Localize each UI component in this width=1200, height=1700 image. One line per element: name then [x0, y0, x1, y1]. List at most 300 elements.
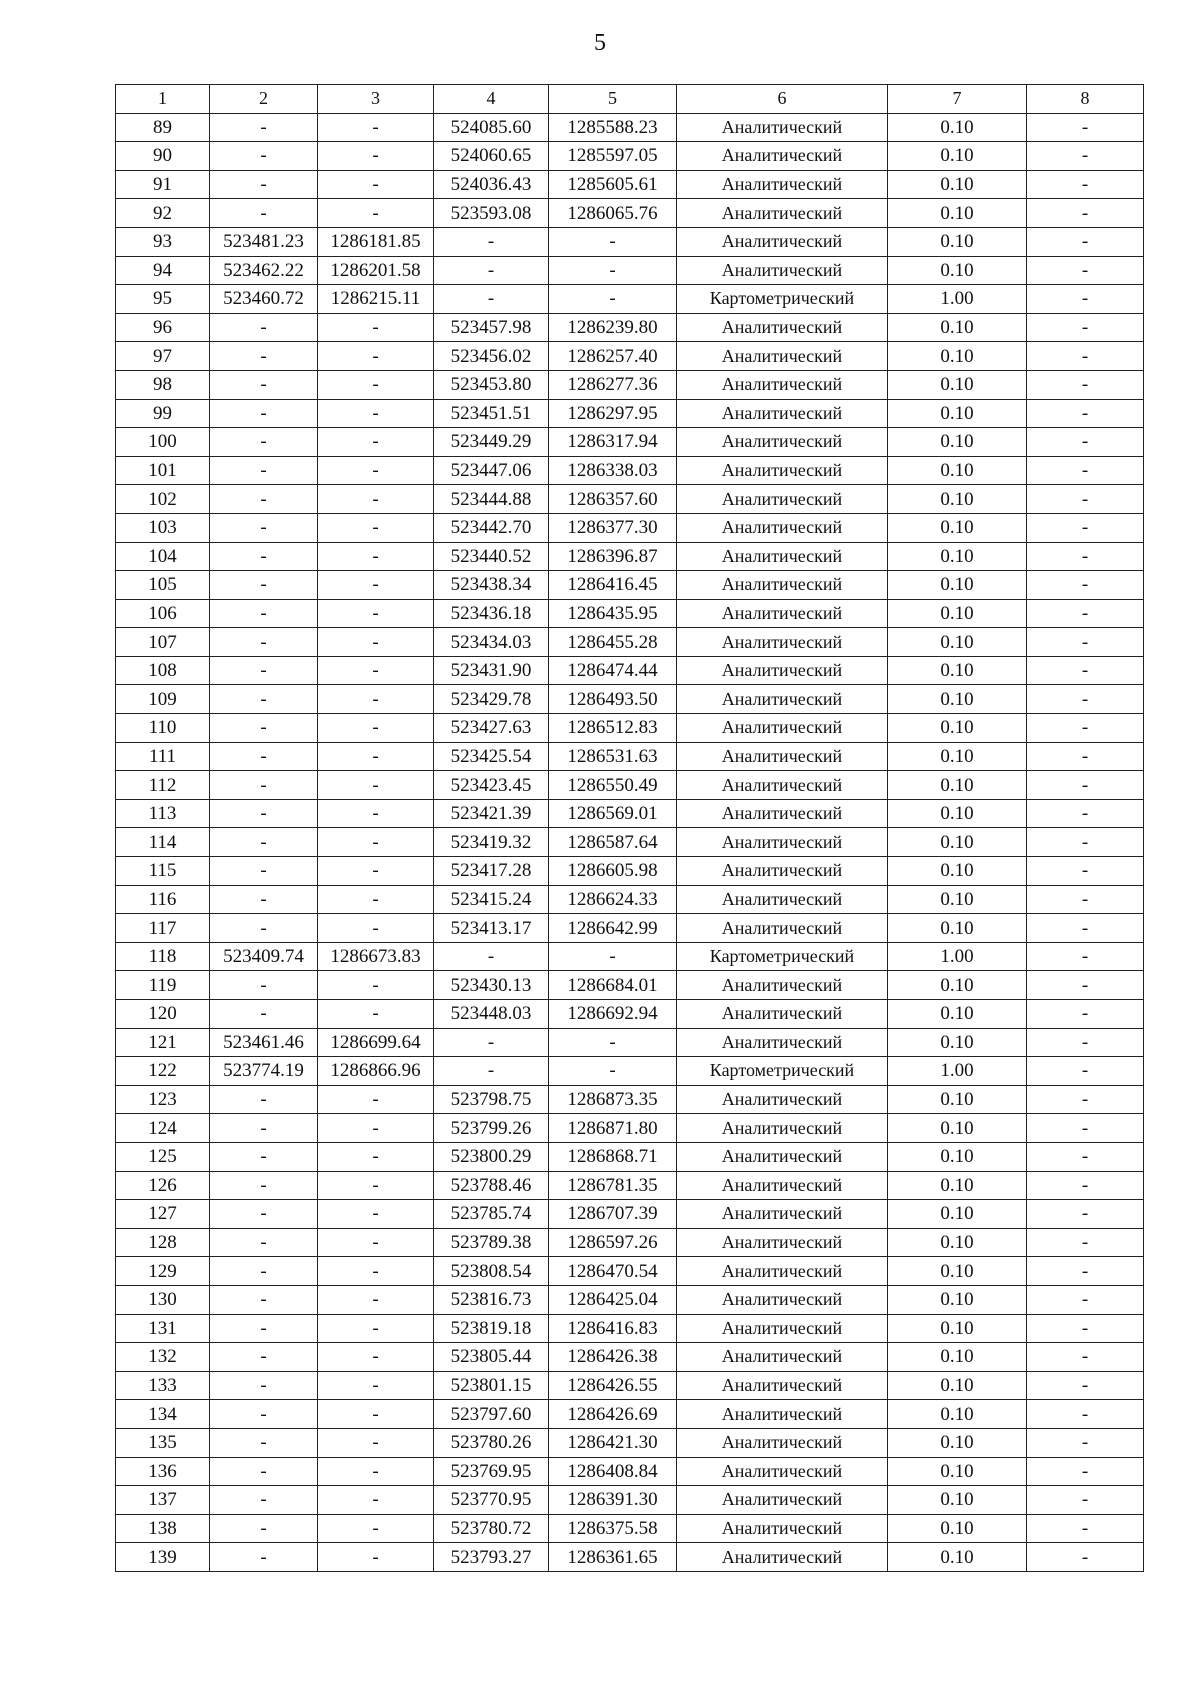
x-coordinate-cell: 523461.46 [210, 1028, 318, 1057]
note-cell: - [1027, 742, 1144, 771]
table-row [116, 1514, 1144, 1543]
x-coordinate-new-cell: 523798.75 [434, 1085, 549, 1114]
note-cell: - [1027, 1428, 1144, 1457]
point-number-cell: 89 [116, 113, 210, 142]
note-cell: - [1027, 1200, 1144, 1229]
accuracy-cell: 0.10 [888, 771, 1027, 800]
note-cell: - [1027, 1457, 1144, 1486]
table-row [116, 1028, 1144, 1057]
x-coordinate-new-cell: 523816.73 [434, 1285, 549, 1314]
y-coordinate-cell: - [318, 1257, 434, 1286]
x-coordinate-new-cell: 523453.80 [434, 370, 549, 399]
point-number-cell: 139 [116, 1543, 210, 1572]
note-cell: - [1027, 628, 1144, 657]
column-header: 1 [116, 85, 210, 114]
y-coordinate-cell: - [318, 656, 434, 685]
method-cell: Картометрический [677, 942, 888, 971]
point-number-cell: 92 [116, 199, 210, 228]
y-coordinate-new-cell: 1286871.80 [549, 1114, 677, 1143]
accuracy-cell: 0.10 [888, 428, 1027, 457]
accuracy-cell: 0.10 [888, 714, 1027, 743]
point-number-cell: 101 [116, 456, 210, 485]
method-cell: Аналитический [677, 1085, 888, 1114]
y-coordinate-cell: - [318, 1428, 434, 1457]
table-row [116, 428, 1144, 457]
x-coordinate-new-cell: 523785.74 [434, 1200, 549, 1229]
table-row [116, 1228, 1144, 1257]
y-coordinate-new-cell: 1286470.54 [549, 1257, 677, 1286]
y-coordinate-cell: - [318, 542, 434, 571]
y-coordinate-cell: - [318, 1171, 434, 1200]
x-coordinate-cell: - [210, 742, 318, 771]
accuracy-cell: 0.10 [888, 1343, 1027, 1372]
x-coordinate-new-cell: 523417.28 [434, 857, 549, 886]
point-number-cell: 93 [116, 227, 210, 256]
table-row [116, 313, 1144, 342]
y-coordinate-new-cell: 1286361.65 [549, 1543, 677, 1572]
accuracy-cell: 0.10 [888, 170, 1027, 199]
point-number-cell: 122 [116, 1057, 210, 1086]
x-coordinate-new-cell: 523451.51 [434, 399, 549, 428]
accuracy-cell: 0.10 [888, 1000, 1027, 1029]
point-number-cell: 123 [116, 1085, 210, 1114]
x-coordinate-new-cell: 523425.54 [434, 742, 549, 771]
y-coordinate-cell: - [318, 914, 434, 943]
table-row [116, 599, 1144, 628]
table-row [116, 857, 1144, 886]
y-coordinate-cell: - [318, 456, 434, 485]
x-coordinate-new-cell: 523799.26 [434, 1114, 549, 1143]
point-number-cell: 114 [116, 828, 210, 857]
accuracy-cell: 0.10 [888, 1171, 1027, 1200]
note-cell: - [1027, 1000, 1144, 1029]
y-coordinate-new-cell: 1286317.94 [549, 428, 677, 457]
x-coordinate-cell: - [210, 1457, 318, 1486]
point-number-cell: 108 [116, 656, 210, 685]
y-coordinate-new-cell: 1286455.28 [549, 628, 677, 657]
point-number-cell: 106 [116, 599, 210, 628]
y-coordinate-cell: - [318, 742, 434, 771]
accuracy-cell: 0.10 [888, 456, 1027, 485]
point-number-cell: 129 [116, 1257, 210, 1286]
table-row [116, 542, 1144, 571]
x-coordinate-new-cell: 523447.06 [434, 456, 549, 485]
note-cell: - [1027, 285, 1144, 314]
point-number-cell: 102 [116, 485, 210, 514]
method-cell: Аналитический [677, 771, 888, 800]
method-cell: Аналитический [677, 1142, 888, 1171]
y-coordinate-new-cell: 1286474.44 [549, 656, 677, 685]
method-cell: Аналитический [677, 1514, 888, 1543]
x-coordinate-cell: 523409.74 [210, 942, 318, 971]
y-coordinate-new-cell: 1286587.64 [549, 828, 677, 857]
table-row [116, 571, 1144, 600]
y-coordinate-new-cell: 1286569.01 [549, 799, 677, 828]
note-cell: - [1027, 1257, 1144, 1286]
x-coordinate-new-cell: 523808.54 [434, 1257, 549, 1286]
y-coordinate-new-cell: 1286426.55 [549, 1371, 677, 1400]
table-row [116, 1257, 1144, 1286]
method-cell: Аналитический [677, 599, 888, 628]
note-cell: - [1027, 227, 1144, 256]
method-cell: Аналитический [677, 971, 888, 1000]
point-number-cell: 116 [116, 885, 210, 914]
table-row [116, 1457, 1144, 1486]
x-coordinate-new-cell: 523801.15 [434, 1371, 549, 1400]
y-coordinate-new-cell: - [549, 256, 677, 285]
y-coordinate-new-cell: 1286425.04 [549, 1285, 677, 1314]
x-coordinate-new-cell: 523797.60 [434, 1400, 549, 1429]
x-coordinate-cell: - [210, 485, 318, 514]
accuracy-cell: 0.10 [888, 971, 1027, 1000]
table-row [116, 1285, 1144, 1314]
x-coordinate-new-cell: 523788.46 [434, 1171, 549, 1200]
accuracy-cell: 0.10 [888, 342, 1027, 371]
x-coordinate-new-cell: 524085.60 [434, 113, 549, 142]
table-row [116, 113, 1144, 142]
table-row [116, 714, 1144, 743]
x-coordinate-new-cell: 523423.45 [434, 771, 549, 800]
note-cell: - [1027, 542, 1144, 571]
y-coordinate-cell: - [318, 399, 434, 428]
point-number-cell: 113 [116, 799, 210, 828]
method-cell: Аналитический [677, 571, 888, 600]
note-cell: - [1027, 199, 1144, 228]
note-cell: - [1027, 1085, 1144, 1114]
method-cell: Аналитический [677, 1400, 888, 1429]
x-coordinate-new-cell: 523444.88 [434, 485, 549, 514]
x-coordinate-new-cell: 523427.63 [434, 714, 549, 743]
x-coordinate-cell: - [210, 1085, 318, 1114]
point-number-cell: 136 [116, 1457, 210, 1486]
note-cell: - [1027, 571, 1144, 600]
accuracy-cell: 0.10 [888, 1257, 1027, 1286]
point-number-cell: 96 [116, 313, 210, 342]
point-number-cell: 125 [116, 1142, 210, 1171]
point-number-cell: 103 [116, 513, 210, 542]
y-coordinate-new-cell: - [549, 1057, 677, 1086]
y-coordinate-new-cell: 1285597.05 [549, 142, 677, 171]
note-cell: - [1027, 599, 1144, 628]
y-coordinate-cell: - [318, 199, 434, 228]
point-number-cell: 128 [116, 1228, 210, 1257]
note-cell: - [1027, 885, 1144, 914]
x-coordinate-cell: - [210, 771, 318, 800]
note-cell: - [1027, 1371, 1144, 1400]
x-coordinate-cell: - [210, 1228, 318, 1257]
method-cell: Аналитический [677, 1285, 888, 1314]
method-cell: Аналитический [677, 370, 888, 399]
accuracy-cell: 0.10 [888, 799, 1027, 828]
table-row [116, 685, 1144, 714]
x-coordinate-new-cell: 523793.27 [434, 1543, 549, 1572]
table-row [116, 285, 1144, 314]
table-body [116, 113, 1144, 1571]
y-coordinate-cell: 1286181.85 [318, 227, 434, 256]
accuracy-cell: 0.10 [888, 1457, 1027, 1486]
method-cell: Аналитический [677, 313, 888, 342]
x-coordinate-new-cell: 523780.26 [434, 1428, 549, 1457]
x-coordinate-cell: - [210, 1314, 318, 1343]
table-row [116, 1343, 1144, 1372]
x-coordinate-cell: 523774.19 [210, 1057, 318, 1086]
x-coordinate-new-cell: 523789.38 [434, 1228, 549, 1257]
y-coordinate-cell: 1286866.96 [318, 1057, 434, 1086]
point-number-cell: 117 [116, 914, 210, 943]
x-coordinate-cell: - [210, 1514, 318, 1543]
note-cell: - [1027, 714, 1144, 743]
y-coordinate-cell: - [318, 771, 434, 800]
method-cell: Аналитический [677, 1543, 888, 1572]
point-number-cell: 105 [116, 571, 210, 600]
y-coordinate-new-cell: 1286065.76 [549, 199, 677, 228]
y-coordinate-cell: - [318, 857, 434, 886]
point-number-cell: 99 [116, 399, 210, 428]
note-cell: - [1027, 656, 1144, 685]
y-coordinate-new-cell: 1286512.83 [549, 714, 677, 743]
y-coordinate-cell: - [318, 113, 434, 142]
accuracy-cell: 1.00 [888, 1057, 1027, 1086]
y-coordinate-new-cell: 1286873.35 [549, 1085, 677, 1114]
note-cell: - [1027, 342, 1144, 371]
method-cell: Аналитический [677, 1314, 888, 1343]
accuracy-cell: 0.10 [888, 199, 1027, 228]
note-cell: - [1027, 685, 1144, 714]
y-coordinate-cell: - [318, 1343, 434, 1372]
column-header: 3 [318, 85, 434, 114]
x-coordinate-cell: - [210, 1343, 318, 1372]
method-cell: Аналитический [677, 456, 888, 485]
accuracy-cell: 0.10 [888, 742, 1027, 771]
y-coordinate-new-cell: 1286684.01 [549, 971, 677, 1000]
table-row [116, 513, 1144, 542]
method-cell: Аналитический [677, 1000, 888, 1029]
point-number-cell: 115 [116, 857, 210, 886]
y-coordinate-new-cell: 1286416.45 [549, 571, 677, 600]
x-coordinate-cell: - [210, 456, 318, 485]
accuracy-cell: 0.10 [888, 1314, 1027, 1343]
y-coordinate-new-cell: - [549, 227, 677, 256]
x-coordinate-cell: - [210, 971, 318, 1000]
x-coordinate-new-cell: 523438.34 [434, 571, 549, 600]
y-coordinate-cell: - [318, 1543, 434, 1572]
point-number-cell: 124 [116, 1114, 210, 1143]
table-row [116, 1171, 1144, 1200]
x-coordinate-new-cell: 523593.08 [434, 199, 549, 228]
method-cell: Аналитический [677, 799, 888, 828]
y-coordinate-new-cell: - [549, 942, 677, 971]
point-number-cell: 90 [116, 142, 210, 171]
table-row [116, 342, 1144, 371]
y-coordinate-cell: - [318, 1314, 434, 1343]
x-coordinate-new-cell: 523819.18 [434, 1314, 549, 1343]
point-number-cell: 135 [116, 1428, 210, 1457]
point-number-cell: 121 [116, 1028, 210, 1057]
accuracy-cell: 0.10 [888, 1142, 1027, 1171]
y-coordinate-cell: - [318, 142, 434, 171]
point-number-cell: 134 [116, 1400, 210, 1429]
note-cell: - [1027, 1514, 1144, 1543]
x-coordinate-cell: - [210, 714, 318, 743]
x-coordinate-new-cell: 523770.95 [434, 1486, 549, 1515]
y-coordinate-cell: - [318, 485, 434, 514]
method-cell: Аналитический [677, 1371, 888, 1400]
table-row [116, 942, 1144, 971]
method-cell: Аналитический [677, 857, 888, 886]
y-coordinate-new-cell: 1286338.03 [549, 456, 677, 485]
accuracy-cell: 0.10 [888, 1285, 1027, 1314]
note-cell: - [1027, 1171, 1144, 1200]
point-number-cell: 120 [116, 1000, 210, 1029]
note-cell: - [1027, 428, 1144, 457]
y-coordinate-new-cell: 1286624.33 [549, 885, 677, 914]
y-coordinate-cell: - [318, 1114, 434, 1143]
y-coordinate-cell: - [318, 370, 434, 399]
point-number-cell: 98 [116, 370, 210, 399]
table-row [116, 971, 1144, 1000]
table-row [116, 1000, 1144, 1029]
x-coordinate-cell: - [210, 1200, 318, 1229]
x-coordinate-cell: - [210, 170, 318, 199]
point-number-cell: 127 [116, 1200, 210, 1229]
accuracy-cell: 1.00 [888, 285, 1027, 314]
y-coordinate-new-cell: 1286277.36 [549, 370, 677, 399]
accuracy-cell: 0.10 [888, 1200, 1027, 1229]
y-coordinate-cell: - [318, 599, 434, 628]
y-coordinate-new-cell: 1286391.30 [549, 1486, 677, 1515]
x-coordinate-new-cell: 523800.29 [434, 1142, 549, 1171]
note-cell: - [1027, 1314, 1144, 1343]
method-cell: Аналитический [677, 227, 888, 256]
y-coordinate-cell: - [318, 513, 434, 542]
column-header: 5 [549, 85, 677, 114]
accuracy-cell: 0.10 [888, 656, 1027, 685]
x-coordinate-cell: - [210, 1285, 318, 1314]
x-coordinate-cell: - [210, 1428, 318, 1457]
x-coordinate-cell: - [210, 857, 318, 886]
method-cell: Аналитический [677, 885, 888, 914]
x-coordinate-new-cell: 523442.70 [434, 513, 549, 542]
y-coordinate-new-cell: 1286297.95 [549, 399, 677, 428]
accuracy-cell: 0.10 [888, 914, 1027, 943]
x-coordinate-cell: - [210, 313, 318, 342]
y-coordinate-new-cell: 1286781.35 [549, 1171, 677, 1200]
y-coordinate-cell: - [318, 313, 434, 342]
x-coordinate-new-cell: 523449.29 [434, 428, 549, 457]
y-coordinate-cell: - [318, 971, 434, 1000]
point-number-cell: 107 [116, 628, 210, 657]
method-cell: Аналитический [677, 828, 888, 857]
y-coordinate-cell: - [318, 1457, 434, 1486]
x-coordinate-new-cell: 523434.03 [434, 628, 549, 657]
x-coordinate-new-cell: - [434, 1057, 549, 1086]
y-coordinate-cell: - [318, 1228, 434, 1257]
note-cell: - [1027, 1285, 1144, 1314]
method-cell: Аналитический [677, 685, 888, 714]
accuracy-cell: 1.00 [888, 942, 1027, 971]
note-cell: - [1027, 1343, 1144, 1372]
point-number-cell: 91 [116, 170, 210, 199]
accuracy-cell: 0.10 [888, 1514, 1027, 1543]
accuracy-cell: 0.10 [888, 1400, 1027, 1429]
table-row [116, 370, 1144, 399]
table-row [116, 628, 1144, 657]
y-coordinate-cell: - [318, 799, 434, 828]
y-coordinate-cell: 1286215.11 [318, 285, 434, 314]
method-cell: Аналитический [677, 1200, 888, 1229]
y-coordinate-cell: - [318, 1142, 434, 1171]
x-coordinate-cell: - [210, 428, 318, 457]
note-cell: - [1027, 513, 1144, 542]
x-coordinate-new-cell: 523457.98 [434, 313, 549, 342]
table-header-row [116, 85, 1144, 114]
x-coordinate-new-cell: 523415.24 [434, 885, 549, 914]
accuracy-cell: 0.10 [888, 542, 1027, 571]
y-coordinate-new-cell: 1286531.63 [549, 742, 677, 771]
note-cell: - [1027, 1057, 1144, 1086]
table-row [116, 142, 1144, 171]
point-number-cell: 104 [116, 542, 210, 571]
accuracy-cell: 0.10 [888, 399, 1027, 428]
x-coordinate-cell: 523462.22 [210, 256, 318, 285]
y-coordinate-cell: - [318, 1285, 434, 1314]
x-coordinate-cell: - [210, 342, 318, 371]
column-header: 4 [434, 85, 549, 114]
accuracy-cell: 0.10 [888, 1428, 1027, 1457]
x-coordinate-new-cell: 523421.39 [434, 799, 549, 828]
table-row [116, 199, 1144, 228]
table-row [116, 914, 1144, 943]
x-coordinate-new-cell: 523429.78 [434, 685, 549, 714]
table-row [116, 170, 1144, 199]
point-number-cell: 97 [116, 342, 210, 371]
table-row [116, 656, 1144, 685]
method-cell: Аналитический [677, 1114, 888, 1143]
accuracy-cell: 0.10 [888, 113, 1027, 142]
point-number-cell: 111 [116, 742, 210, 771]
x-coordinate-cell: - [210, 199, 318, 228]
y-coordinate-new-cell: 1286408.84 [549, 1457, 677, 1486]
point-number-cell: 110 [116, 714, 210, 743]
note-cell: - [1027, 113, 1144, 142]
point-number-cell: 130 [116, 1285, 210, 1314]
method-cell: Аналитический [677, 542, 888, 571]
method-cell: Аналитический [677, 714, 888, 743]
accuracy-cell: 0.10 [888, 685, 1027, 714]
x-coordinate-new-cell: - [434, 256, 549, 285]
accuracy-cell: 0.10 [888, 370, 1027, 399]
x-coordinate-cell: - [210, 885, 318, 914]
note-cell: - [1027, 485, 1144, 514]
table-row [116, 1543, 1144, 1572]
y-coordinate-cell: - [318, 628, 434, 657]
y-coordinate-cell: 1286201.58 [318, 256, 434, 285]
method-cell: Аналитический [677, 485, 888, 514]
y-coordinate-new-cell: 1286416.83 [549, 1314, 677, 1343]
table-row [116, 1314, 1144, 1343]
table-row [116, 828, 1144, 857]
accuracy-cell: 0.10 [888, 142, 1027, 171]
y-coordinate-new-cell: 1286239.80 [549, 313, 677, 342]
method-cell: Аналитический [677, 1343, 888, 1372]
note-cell: - [1027, 857, 1144, 886]
accuracy-cell: 0.10 [888, 1028, 1027, 1057]
x-coordinate-cell: - [210, 1371, 318, 1400]
x-coordinate-new-cell: 523440.52 [434, 542, 549, 571]
table-row [116, 456, 1144, 485]
table-row [116, 771, 1144, 800]
y-coordinate-new-cell: 1286257.40 [549, 342, 677, 371]
